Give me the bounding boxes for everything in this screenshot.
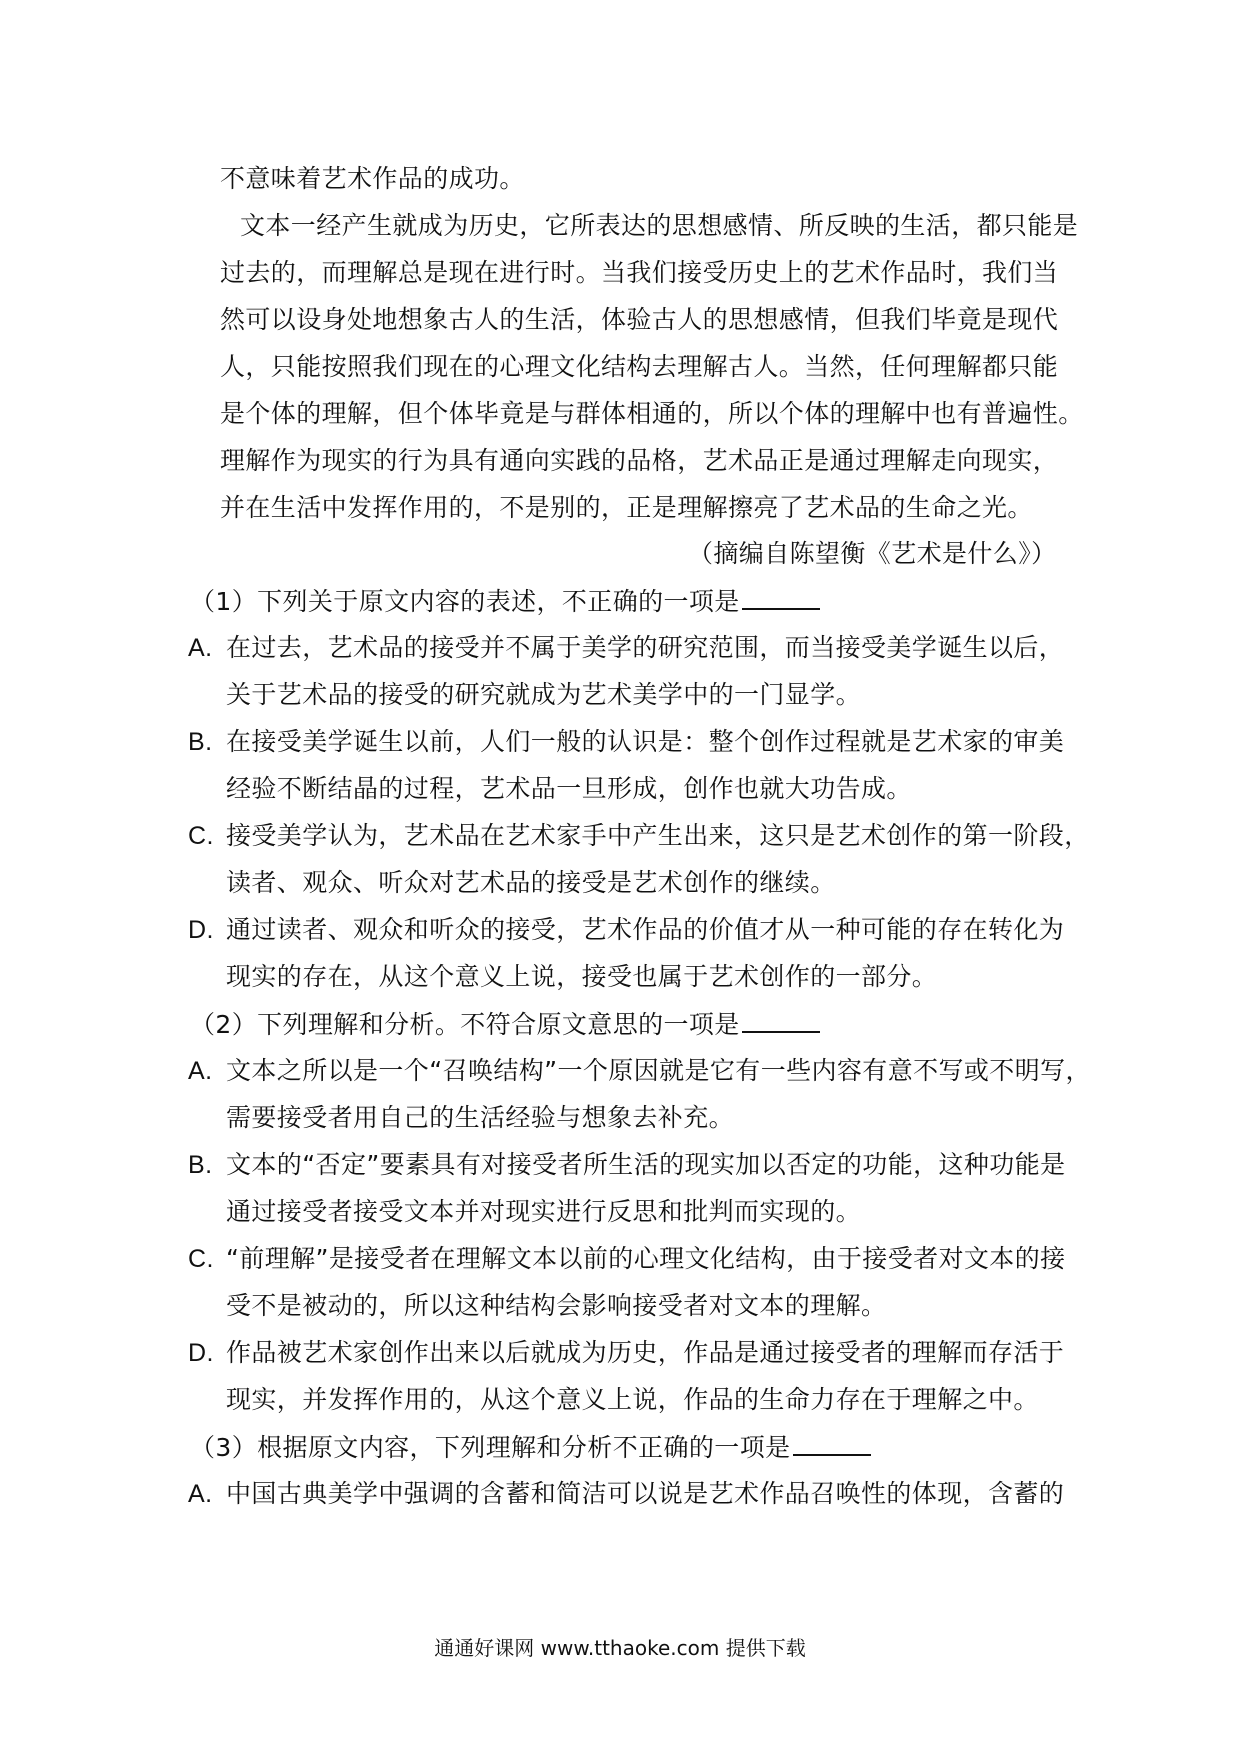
question-prompt-text: （2）下列理解和分析。不符合原文意思的一项是 [190,1010,740,1039]
option-letter: C. [188,822,214,850]
question-prompt [190,1430,871,1465]
passage-line: 是个体的理解，但个体毕竟是与群体相通的，所以个体的理解中也有普遍性。 [220,399,1084,428]
option-continuation: 读者、观众、听众对艺术品的接受是艺术创作的继续。 [226,868,836,897]
passage-line: 并在生活中发挥作用的，不是别的，正是理解擦亮了艺术品的生命之光。 [220,493,1033,522]
option-line [188,1336,1064,1370]
option-letter: B. [188,1151,213,1179]
option-line [188,1242,1066,1276]
option-continuation: 需要接受者用自己的生活经验与想象去补充。 [226,1103,735,1132]
option-letter: D. [188,916,214,944]
option-continuation: 经验不断结晶的过程，艺术品一旦形成，创作也就大功告成。 [226,774,912,803]
answer-blank [742,584,820,610]
option-letter: D. [188,1339,214,1367]
option-line [188,631,1064,665]
option-line [188,1477,1064,1511]
answer-blank [742,1007,820,1033]
option-text: “前理解”是接受者在理解文本以前的心理文化结构，由于接受者对文本的接 [226,1244,1066,1273]
page-footer: 通通好课网 www.tthaoke.com 提供下载 [434,1636,806,1660]
question-prompt-text: （3）根据原文内容，下列理解和分析不正确的一项是 [190,1433,791,1462]
option-continuation: 现实，并发挥作用的，从这个意义上说，作品的生命力存在于理解之中。 [226,1385,1039,1414]
question-prompt-text: （1）下列关于原文内容的表述，不正确的一项是 [190,587,740,616]
option-text: 通过读者、观众和听众的接受，艺术作品的价值才从一种可能的存在转化为 [226,915,1065,944]
question-prompt [190,1007,820,1042]
option-line [188,1054,1091,1088]
option-text: 作品被艺术家创作出来以后就成为历史，作品是通过接受者的理解而存活于 [226,1338,1065,1367]
option-letter: B. [188,728,213,756]
passage-line: 人，只能按照我们现在的心理文化结构去理解古人。当然，任何理解都只能 [220,352,1059,381]
answer-blank [793,1430,871,1456]
option-continuation: 关于艺术品的接受的研究就成为艺术美学中的一门显学。 [226,680,862,709]
passage-line: 不意味着艺术作品的成功。 [220,164,525,193]
option-letter: A. [188,1480,213,1508]
passage-line: 文本一经产生就成为历史，它所表达的思想感情、所反映的生活，都只能是 [240,211,1079,240]
option-line [188,819,1090,853]
option-text: 在过去，艺术品的接受并不属于美学的研究范围，而当接受美学诞生以后， [226,633,1065,662]
option-line [188,913,1064,947]
option-continuation: 现实的存在，从这个意义上说，接受也属于艺术创作的一部分。 [226,962,938,991]
question-prompt [190,584,820,619]
passage-line: 然可以设身处地想象古人的生活，体验古人的思想感情，但我们毕竟是现代 [220,305,1059,334]
passage-source: （摘编自陈望衡《艺术是什么》） [688,539,1057,568]
option-text: 接受美学认为，艺术品在艺术家手中产生出来，这只是艺术创作的第一阶段， [226,821,1090,850]
option-continuation: 受不是被动的，所以这种结构会影响接受者对文本的理解。 [226,1291,887,1320]
option-text: 在接受美学诞生以前，人们一般的认识是：整个创作过程就是艺术家的审美 [226,727,1065,756]
option-line [188,725,1064,759]
option-continuation: 通过接受者接受文本并对现实进行反思和批判而实现的。 [226,1197,862,1226]
option-text: 文本之所以是一个“召唤结构”一个原因就是它有一些内容有意不写或不明写， [226,1056,1091,1085]
option-letter: A. [188,634,213,662]
option-text: 中国古典美学中强调的含蓄和简洁可以说是艺术作品召唤性的体现，含蓄的 [226,1479,1065,1508]
option-text: 文本的“否定”要素具有对接受者所生活的现实加以否定的功能，这种功能是 [226,1150,1066,1179]
option-letter: C. [188,1245,214,1273]
option-line [188,1148,1066,1182]
option-letter: A. [188,1057,213,1085]
passage-line: 过去的，而理解总是现在进行时。当我们接受历史上的艺术作品时，我们当 [220,258,1059,287]
passage-line: 理解作为现实的行为具有通向实践的品格，艺术品正是通过理解走向现实， [220,446,1059,475]
